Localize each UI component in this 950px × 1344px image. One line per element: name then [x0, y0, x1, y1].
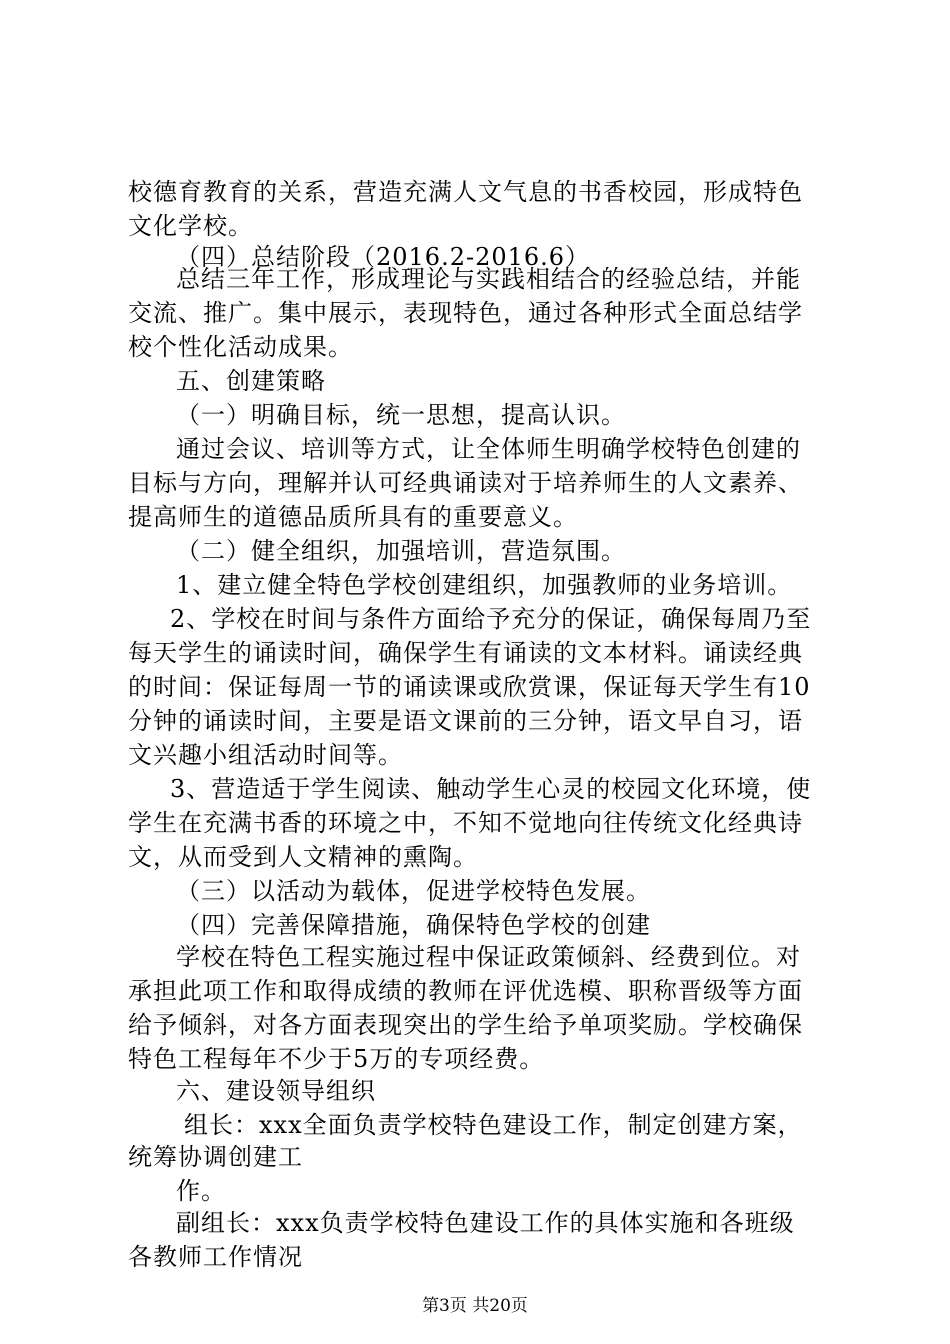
section-heading: （四）完善保障措施，确保特色学校的创建	[176, 911, 651, 939]
section-heading: （四）总结阶段（2016.2-2016.6）	[176, 243, 591, 271]
text-line: 的时间：保证每周一节的诵读课或欣赏课，保证每天学生有10	[128, 673, 811, 701]
text-line: 文兴趣小组活动时间等。	[128, 741, 403, 769]
text-line: 3、营造适于学生阅读、触动学生心灵的校园文化环境，使	[170, 775, 812, 803]
text-line: 交流、推广。集中展示，表现特色，通过各种形式全面总结学	[128, 299, 803, 327]
text-line: 校德育教育的关系，营造充满人文气息的书香校园，形成特色	[128, 178, 803, 206]
text-line: 每天学生的诵读时间，确保学生有诵读的文本材料。诵读经典	[128, 639, 803, 667]
text-line: 1、建立健全特色学校创建组织，加强教师的业务培训。	[176, 571, 793, 599]
text-line: 给予倾斜，对各方面表现突出的学生给予单项奖励。学校确保	[128, 1011, 803, 1039]
page-number-footer: 第3页 共20页	[422, 1296, 528, 1316]
text-line: 各教师工作情况	[128, 1243, 303, 1271]
text-line: 校个性化活动成果。	[128, 333, 353, 361]
text-line: 承担此项工作和取得成绩的教师在评优选模、职称晋级等方面	[128, 977, 803, 1005]
text-line: 文化学校。	[128, 212, 253, 240]
text-line: 2、学校在时间与条件方面给予充分的保证，确保每周乃至	[170, 605, 812, 633]
text-line: 通过会议、培训等方式，让全体师生明确学校特色创建的	[176, 435, 801, 463]
text-line: 统筹协调创建工	[128, 1143, 303, 1171]
text-line: 特色工程每年不少于5万的专项经费。	[128, 1045, 545, 1073]
text-line: 总结三年工作，形成理论与实践相结合的经验总结，并能	[176, 265, 801, 293]
section-heading: （二）健全组织，加强培训，营造氛围。	[176, 537, 626, 565]
text-line: 作。	[176, 1177, 226, 1205]
text-line: 组长：xxx全面负责学校特色建设工作，制定创建方案，	[184, 1111, 803, 1139]
text-line: 分钟的诵读时间，主要是语文课前的三分钟，语文早自习，语	[128, 707, 803, 735]
text-line: 目标与方向，理解并认可经典诵读对于培养师生的人文素养、	[128, 469, 803, 497]
text-line: 提高师生的道德品质所具有的重要意义。	[128, 503, 578, 531]
text-line: 副组长：xxx负责学校特色建设工作的具体实施和各班级	[176, 1209, 795, 1237]
section-heading: 六、建设领导组织	[176, 1077, 376, 1105]
text-line: 学生在充满书香的环境之中，不知不觉地向往传统文化经典诗	[128, 809, 803, 837]
text-line: 文，从而受到人文精神的熏陶。	[128, 843, 478, 871]
section-heading: 五、创建策略	[176, 367, 326, 395]
section-heading: （三）以活动为载体，促进学校特色发展。	[176, 877, 651, 905]
section-heading: （一）明确目标，统一思想，提高认识。	[176, 401, 626, 429]
text-line: 学校在特色工程实施过程中保证政策倾斜、经费到位。对	[176, 943, 801, 971]
